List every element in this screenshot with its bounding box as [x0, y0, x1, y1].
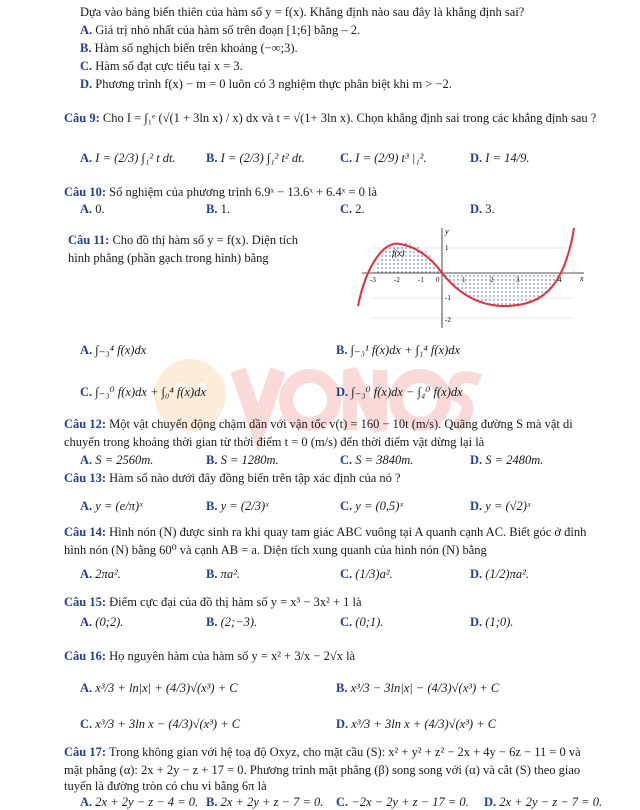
q10-option-a: [80, 201, 105, 217]
option-text: 2x + 2y − z − 7 = 0.: [499, 795, 603, 809]
option-text: Phương trình f(x) − m = 0 luôn có 3 nghiệm thực phân biệt khi m > −2.: [95, 77, 452, 91]
question-16: [64, 648, 355, 664]
option-letter: C.: [340, 202, 353, 216]
q14-option-d: [470, 566, 529, 582]
option-text: y = (0,5)ˣ: [355, 499, 403, 513]
question-text: Trong không gian với hệ toạ độ Oxyz, cho mặt cầu (S): x² + y² + z² − 2x + 4y − 6z − 11 = 0 và: [108, 745, 581, 759]
x-tick: 2: [490, 276, 494, 284]
q17-option-d: [484, 794, 602, 810]
origin-label: 0: [436, 276, 440, 284]
option-letter: A.: [80, 343, 93, 357]
q13-option-d: [470, 498, 530, 514]
question-text: Hàm số nào dưới đây đồng biến trên tập xác định của nó ?: [109, 471, 401, 485]
x-tick: -3: [370, 276, 376, 284]
option-letter: A.: [80, 795, 93, 809]
question-label: Câu 11:: [68, 233, 110, 247]
option-text: 2.: [355, 202, 365, 216]
option-text: (1/2)πa².: [485, 567, 529, 581]
option-text: x³/3 + 3ln x − (4/3)√(x³) + C: [95, 717, 241, 731]
question-label: Câu 15:: [64, 595, 107, 609]
q15-option-b: [206, 614, 257, 630]
q10-option-b: [206, 201, 230, 217]
option-text: S = 2480m.: [485, 453, 544, 467]
q15-option-c: [340, 614, 383, 630]
x-tick: 3: [516, 276, 520, 284]
question-11: [68, 232, 298, 248]
option-letter: A.: [80, 681, 93, 695]
q12-option-a: [80, 452, 153, 468]
q10-option-d: [470, 201, 495, 217]
q10-option-c: [340, 201, 365, 217]
option-letter: A.: [80, 453, 93, 467]
option-text: 3.: [485, 202, 495, 216]
question-13: [64, 470, 401, 486]
option-text: (0;1).: [355, 615, 384, 629]
question-text: Cho I = ∫₁ᵉ (√(1 + 3ln x) / x) dx và t = √(1+ 3ln x). Chọn khẳng định sai trong các khẳng định sau ?: [102, 111, 597, 125]
question-label: Câu 10:: [64, 185, 107, 199]
option-letter: A.: [80, 202, 93, 216]
option-letter: C.: [80, 717, 93, 731]
q16-option-d: [336, 716, 496, 732]
option-text: 2πa².: [95, 567, 121, 581]
option-letter: D.: [336, 385, 349, 399]
q13-option-b: [206, 498, 269, 514]
option-text: y = (√2)ˣ: [485, 499, 531, 513]
option-letter: C.: [80, 59, 93, 73]
q11-option-a: [80, 342, 146, 358]
option-text: y = (2/3)ˣ: [220, 499, 269, 513]
question-label: Câu 13:: [64, 471, 107, 485]
option-text: 2x + 2y + z − 7 = 0.: [220, 795, 324, 809]
question-12: [64, 416, 573, 432]
option-text: Hàm số đạt cực tiểu tại x = 3.: [95, 59, 243, 73]
question-14-line-2: hình nón (N) bằng 60⁰ và cạnh AB = a. Diện tích xung quanh của hình nón (N) bằng: [64, 543, 487, 557]
q17-option-c: [336, 794, 469, 810]
option-letter: C.: [340, 453, 353, 467]
q17-option-b: [206, 794, 323, 810]
question-14: [64, 524, 586, 540]
question-text: Điểm cực đại của đồ thị hàm số y = x³ − 3x² + 1 là: [109, 595, 362, 609]
option-letter: A.: [80, 499, 93, 513]
option-text: y = (e/π)ˣ: [95, 499, 143, 513]
q12-option-d: [470, 452, 543, 468]
question-label: Câu 16:: [64, 649, 107, 663]
question-text: Một vật chuyển động chậm dần với vận tốc v(t) = 160 − 10t (m/s). Quãng đường S mà vật di: [109, 417, 573, 431]
option-letter: D.: [470, 453, 483, 467]
question-text: Số nghiệm của phương trình 6.9ˣ − 13.6ˣ + 6.4ˣ = 0 là: [109, 185, 378, 199]
q16-option-b: [336, 680, 499, 696]
question-text: Họ nguyên hàm của hàm số y = x² + 3/x − 2√x là: [109, 649, 356, 663]
option-text: ∫₋₃¹ f(x)dx + ∫₁⁴ f(x)dx: [350, 343, 461, 357]
question-label: Câu 12:: [64, 417, 107, 431]
intro-option-b: [80, 40, 298, 56]
q12-option-c: [340, 452, 413, 468]
option-letter: D.: [470, 499, 483, 513]
option-letter: B.: [206, 615, 218, 629]
option-text: x³/3 − 3ln|x| − (4/3)√(x³) + C: [350, 681, 500, 695]
option-letter: C.: [340, 499, 353, 513]
axis-label-y: y: [445, 227, 449, 236]
option-letter: D.: [470, 151, 483, 165]
question-text: Cho đồ thị hàm số y = f(x). Diện tích: [112, 233, 298, 247]
question-17-line-3: tuyến là đường tròn có chu vi bằng 6π là: [64, 779, 267, 793]
q11-option-b: [336, 342, 460, 358]
option-text: 0.: [95, 202, 105, 216]
option-letter: B.: [206, 795, 218, 809]
y-tick: 1: [445, 244, 449, 252]
option-text: S = 3840m.: [355, 453, 414, 467]
function-graph: [352, 226, 592, 330]
option-text: I = (2/3) ∫₁² t dt.: [95, 151, 176, 165]
option-text: (1/3)a².: [355, 567, 393, 581]
intro-question: Dựa vào bảng biến thiên của hàm số y = f(x). Khẳng định nào sau đây là khẳng định sai?: [80, 5, 525, 19]
x-tick: -1: [418, 276, 424, 284]
option-letter: B.: [80, 41, 92, 55]
option-text: −2x − 2y + z − 17 = 0.: [351, 795, 469, 809]
option-letter: B.: [206, 499, 218, 513]
option-text: Giá trị nhỏ nhất của hàm số trên đoạn [1;6] bằng – 2.: [95, 23, 361, 37]
question-17-line-2: mặt phẳng (α): 2x + 2y − z + 17 = 0. Phương trình mặt phẳng (β) song song với (α) và cắt (S) theo giao: [64, 763, 581, 777]
hatched-region-right: [442, 273, 562, 306]
q13-option-a: [80, 498, 143, 514]
option-letter: D.: [470, 567, 483, 581]
question-11-line-2: hình phẳng (phần gạch trong hình) bằng: [68, 251, 269, 265]
option-text: (0;2).: [95, 615, 124, 629]
q11-option-d: [336, 384, 463, 400]
intro-option-d: [80, 76, 452, 92]
option-text: x³/3 + ln|x| + (4/3)√(x³) + C: [95, 681, 238, 695]
option-letter: C.: [80, 385, 93, 399]
option-letter: A.: [80, 615, 93, 629]
x-tick: 1: [462, 276, 466, 284]
option-text: πa².: [220, 567, 240, 581]
q14-option-a: [80, 566, 121, 582]
intro-option-a: [80, 22, 360, 38]
question-9: [64, 110, 596, 126]
q14-option-b: [206, 566, 240, 582]
axis-label-x: x: [580, 274, 584, 283]
q9-option-a: [80, 150, 176, 166]
option-text: (1;0).: [485, 615, 514, 629]
option-text: I = (2/9) t³ |₁².: [355, 151, 427, 165]
option-letter: D.: [336, 717, 349, 731]
q11-option-c: [80, 384, 206, 400]
option-letter: C.: [340, 567, 353, 581]
q12-option-b: [206, 452, 279, 468]
option-text: ∫₋₃⁰ f(x)dx + ∫₀⁴ f(x)dx: [95, 385, 206, 399]
question-15: [64, 594, 362, 610]
q9-option-c: [340, 150, 427, 166]
q15-option-d: [470, 614, 513, 630]
option-letter: D.: [470, 615, 483, 629]
option-letter: A.: [80, 567, 93, 581]
q9-option-d: [470, 150, 529, 166]
option-letter: B.: [206, 567, 218, 581]
x-tick: -2: [394, 276, 400, 284]
curve-label: f(x): [392, 248, 405, 258]
q16-option-c: [80, 716, 240, 732]
option-text: (2;−3).: [220, 615, 258, 629]
option-letter: B.: [336, 343, 348, 357]
option-text: ∫₋₃⁰ f(x)dx − ∫₄⁰ f(x)dx: [351, 385, 463, 399]
option-letter: D.: [470, 202, 483, 216]
hatched-region-left: [374, 243, 442, 273]
x-tick: 4: [558, 276, 562, 284]
option-text: S = 1280m.: [220, 453, 279, 467]
y-tick: -1: [445, 294, 451, 302]
intro-option-c: [80, 58, 243, 74]
option-text: S = 2560m.: [95, 453, 154, 467]
option-letter: C.: [340, 615, 353, 629]
question-label: Câu 17:: [64, 745, 107, 759]
y-tick: -2: [445, 316, 451, 324]
option-letter: B.: [206, 453, 218, 467]
question-10: [64, 184, 377, 200]
q13-option-c: [340, 498, 403, 514]
q14-option-c: [340, 566, 393, 582]
q16-option-a: [80, 680, 238, 696]
question-label: Câu 9:: [64, 111, 100, 125]
question-17: [64, 744, 581, 760]
option-text: I = (2/3) ∫₁² t² dt.: [220, 151, 305, 165]
option-letter: B.: [336, 681, 348, 695]
q15-option-a: [80, 614, 123, 630]
question-12-line-2: chuyển trong khoảng thời gian từ thời điểm t = 0 (m/s) đến thời điểm vật dừng lại là: [64, 435, 485, 449]
option-text: Hàm số nghịch biến trên khoảng (−∞;3).: [94, 41, 298, 55]
question-label: Câu 14:: [64, 525, 107, 539]
option-letter: C.: [340, 151, 353, 165]
option-letter: A.: [80, 23, 93, 37]
option-letter: A.: [80, 151, 93, 165]
q17-option-a: [80, 794, 198, 810]
option-text: ∫₋₃⁴ f(x)dx: [95, 343, 147, 357]
question-text: Hình nón (N) được sinh ra khi quay tam giác ABC vuông tại A quanh cạnh AC. Biết góc ở đỉnh: [109, 525, 587, 539]
option-text: I = 14/9.: [485, 151, 530, 165]
option-letter: B.: [206, 202, 218, 216]
option-text: 1.: [220, 202, 230, 216]
option-text: 2x + 2y − z − 4 = 0.: [95, 795, 199, 809]
q9-option-b: [206, 150, 305, 166]
option-letter: D.: [80, 77, 93, 91]
option-letter: C.: [336, 795, 349, 809]
option-letter: D.: [484, 795, 497, 809]
option-letter: B.: [206, 151, 218, 165]
option-text: x³/3 + 3ln x + (4/3)√(x³) + C: [351, 717, 497, 731]
